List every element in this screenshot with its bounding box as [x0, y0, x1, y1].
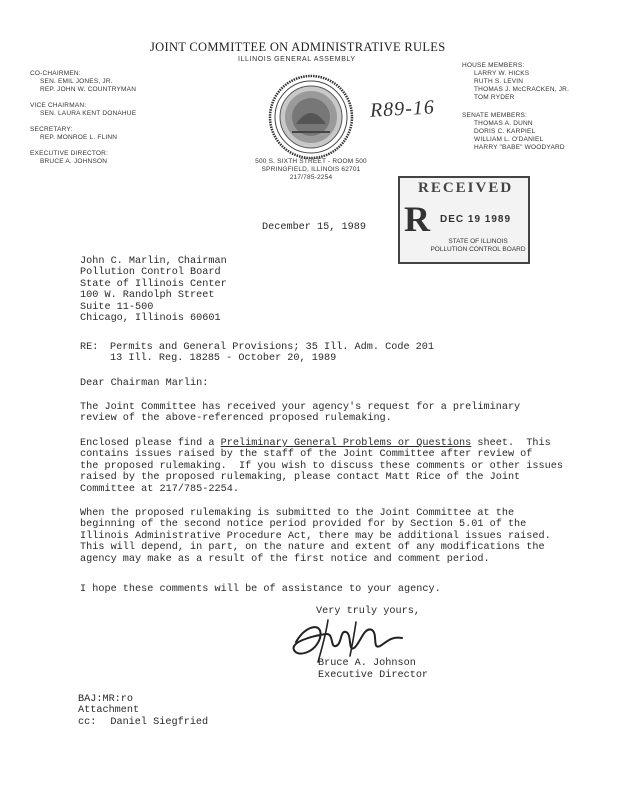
left-officers — [30, 70, 190, 166]
stamp-agency-line-1: STATE OF ILLINOIS — [448, 238, 508, 245]
house-member-1: LARRY W. HICKS — [474, 70, 530, 77]
paragraph-1-line-1: The Joint Committee has received your agency's request for a preliminary — [80, 402, 521, 413]
recipient-line-4: 100 W. Randolph Street — [80, 290, 215, 302]
signature-icon — [282, 612, 412, 664]
letterhead-address — [246, 158, 376, 182]
footer-block — [78, 694, 208, 728]
paragraph-3-line-2: beginning of the second notice period provided for by Section 5.01 of the — [80, 519, 527, 531]
footer-attachment: Attachment — [78, 705, 140, 717]
address-line-2: SPRINGFIELD, ILLINOIS 62701 — [261, 166, 361, 173]
recipient-line-2: Pollution Control Board — [80, 267, 221, 279]
exec-director: BRUCE A. JOHNSON — [40, 158, 108, 165]
right-members — [462, 62, 612, 152]
house-member-3: THOMAS J. McCRACKEN, JR. — [474, 86, 570, 93]
senate-member-1: THOMAS A. DUNN — [474, 120, 533, 127]
paragraph-3 — [80, 508, 551, 565]
footer-cc — [78, 717, 208, 728]
co-chairman-1: SEN. EMIL JONES, JR. — [40, 78, 113, 85]
paragraph-1 — [80, 402, 520, 425]
vice-chairman: SEN. LAURA KENT DONAHUE — [40, 110, 137, 117]
house-members-label: HOUSE MEMBERS: — [462, 62, 525, 69]
cc-label: cc: — [78, 716, 97, 728]
paragraph-3-line-4: This will depend, in part, on the nature and extent of any modifications the — [80, 542, 545, 554]
re-line-1: Permits and General Provisions; 35 Ill. Adm. Code 201 — [110, 342, 435, 353]
stamp-label: RECEIVED — [418, 180, 514, 196]
senate-members-label: SENATE MEMBERS: — [462, 112, 528, 119]
recipient-block — [80, 256, 227, 324]
paragraph-2-line-1-end: sheet. This — [471, 438, 551, 449]
senate-member-2: DORIS C. KARPIEL — [474, 128, 536, 135]
org-title: JOINT COMMITTEE ON ADMINISTRATIVE RULES — [150, 40, 446, 54]
paragraph-3-line-3: Illinois Administrative Procedure Act, there may be additional issues raised. — [80, 530, 551, 542]
address-line-1: 500 S. SIXTH STREET - ROOM 500 — [255, 158, 367, 165]
re-line-2: 13 Ill. Reg. 18285 - October 20, 1989 — [110, 353, 337, 364]
problems-sheet-title: Preliminary General Problems or Questions — [220, 438, 472, 449]
house-member-4: TOM RYDER — [474, 94, 515, 101]
paragraph-3-line-1: When the proposed rulemaking is submitted to the Joint Committee at the — [80, 508, 515, 519]
paragraph-2-line-5: Committee at 217/785-2254. — [80, 483, 239, 495]
co-chairmen-label: CO-CHAIRMEN: — [30, 70, 81, 77]
recipient-line-3: State of Illinois Center — [80, 278, 227, 290]
signature-name: Bruce A. Johnson — [318, 658, 416, 669]
secretary-label: SECRETARY: — [30, 126, 73, 133]
paragraph-2-line-1 — [80, 438, 563, 449]
house-member-2: RUTH S. LEVIN — [474, 78, 524, 85]
received-stamp — [398, 176, 530, 264]
closing: Very truly yours, — [316, 606, 420, 617]
stamp-letter: R — [404, 199, 430, 239]
paragraph-3-line-5: agency may make as a result of the first notice and comment period. — [80, 553, 490, 565]
stamp-agency — [428, 238, 528, 254]
secretary: REP. MONROE L. FLINN — [40, 134, 118, 141]
org-subtitle: ILLINOIS GENERAL ASSEMBLY — [238, 56, 356, 63]
salutation: Dear Chairman Marlin: — [80, 378, 209, 389]
address-line-3: 217/785-2254 — [289, 174, 333, 181]
paragraph-2-line-4: raised by the proposed rulemaking, please contact Matt Rice of the Joint — [80, 472, 521, 484]
letter-date: December 15, 1989 — [262, 222, 366, 233]
signature-title: Executive Director — [318, 670, 429, 681]
re-label: RE: — [80, 342, 99, 353]
vice-chairman-label: VICE CHAIRMAN: — [30, 102, 87, 109]
cc-name: Daniel Siegfried — [110, 716, 209, 728]
exec-director-label: EXECUTIVE DIRECTOR: — [30, 150, 109, 157]
paragraph-4: I hope these comments will be of assistance to your agency. — [80, 584, 441, 595]
recipient-line-5: Suite 11-500 — [80, 301, 154, 313]
stamp-date: DEC 19 1989 — [440, 214, 512, 225]
handwritten-docket-note: R89-16 — [369, 96, 436, 122]
stamp-agency-line-2: POLLUTION CONTROL BOARD — [430, 246, 526, 253]
recipient-line-6: Chicago, Illinois 60601 — [80, 313, 221, 325]
co-chairman-2: REP. JOHN W. COUNTRYMAN — [40, 86, 137, 93]
paragraph-1-line-2: review of the above-referenced proposed rulemaking. — [80, 413, 392, 425]
paragraph-2-line-3: the proposed rulemaking. If you wish to discuss these comments or other issues — [80, 460, 563, 472]
footer-initials: BAJ:MR:ro — [78, 694, 134, 705]
paragraph-2 — [80, 438, 563, 495]
state-seal-icon — [268, 74, 354, 160]
paragraph-2-intro: Enclosed please find a — [80, 438, 221, 449]
recipient-line-1: John C. Marlin, Chairman — [80, 256, 227, 267]
senate-member-4: HARRY "BABE" WOODYARD — [474, 144, 565, 151]
senate-member-3: WILLIAM L. O'DANIEL — [474, 136, 544, 143]
paragraph-2-line-2: contains issues raised by the staff of the Joint Committee after review of — [80, 449, 533, 461]
